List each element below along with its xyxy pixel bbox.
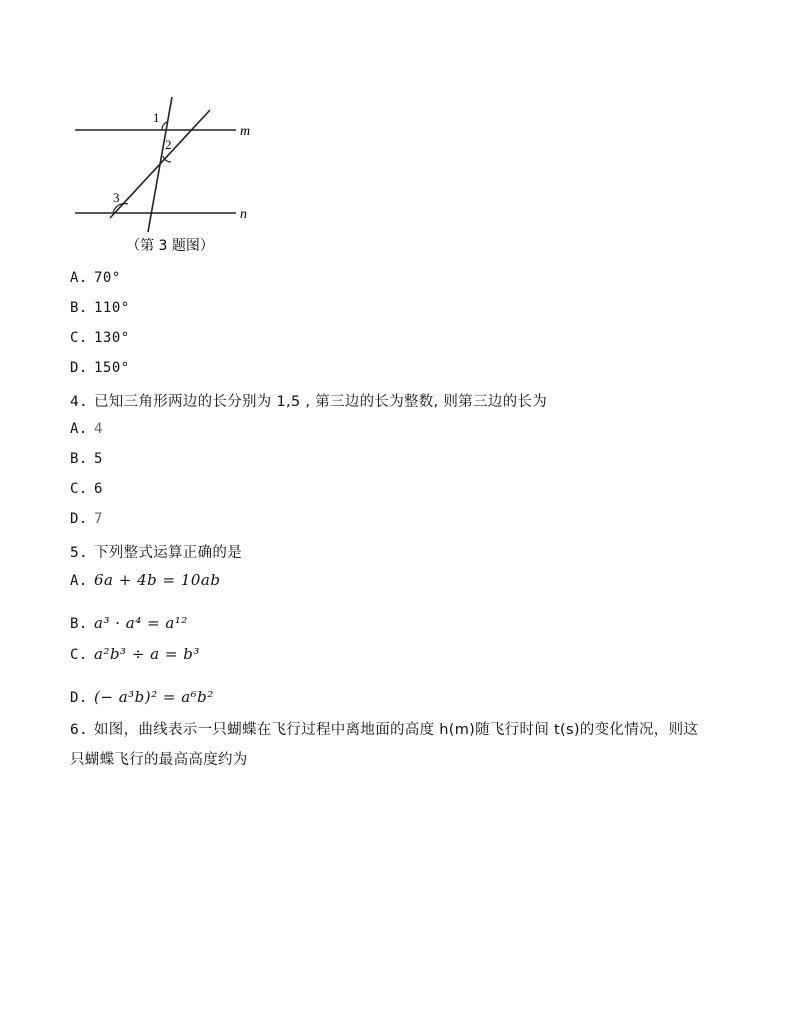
q4-stem	[70, 390, 547, 411]
q5-stem	[70, 541, 242, 562]
q4-option-c[interactable]	[70, 481, 103, 497]
q3-option-a[interactable]	[70, 270, 121, 286]
angle-1-label: 1	[153, 110, 160, 125]
line-n-label: n	[240, 207, 247, 222]
angle-2-label: 2	[165, 137, 172, 152]
q3-option-c[interactable]	[70, 330, 130, 346]
option-math: a²b³ ÷ a = b³	[94, 645, 200, 663]
q3-option-b[interactable]	[70, 300, 130, 316]
q5-option-d[interactable]	[70, 688, 214, 706]
question-number: 5.	[70, 545, 89, 561]
geometry-figure	[70, 92, 270, 262]
q3-option-d[interactable]	[70, 360, 130, 376]
q5-option-a[interactable]	[70, 571, 220, 589]
option-label: B.	[70, 616, 88, 632]
option-label: C.	[70, 647, 88, 663]
question-text: 下列整式运算正确的是	[94, 545, 242, 561]
option-label: A.	[70, 573, 88, 589]
option-text: 5	[94, 451, 103, 467]
q6-stem-line1	[70, 718, 698, 739]
q4-option-d[interactable]	[70, 511, 103, 527]
question-text: 已知三角形两边的长分别为 1,5 , 第三边的长为整数, 则第三边的长为	[94, 394, 548, 410]
option-text: 4	[94, 421, 103, 437]
transversal-b	[110, 110, 210, 218]
line-m-label: m	[240, 124, 251, 139]
option-label: D.	[70, 511, 88, 527]
option-label: B.	[70, 300, 88, 316]
q6-stem-line2	[70, 748, 248, 769]
option-text: 7	[94, 511, 103, 527]
q5-option-b[interactable]	[70, 614, 188, 632]
option-label: D.	[70, 690, 88, 706]
question-number: 4.	[70, 394, 89, 410]
question-text: 如图，曲线表示一只蝴蝶在飞行过程中离地面的高度 h(m)随飞行时间 t(s)的变化情况，则这	[94, 722, 699, 738]
angle-3-label: 3	[113, 190, 120, 205]
figure-caption: （第 3 题图）	[126, 238, 214, 254]
option-text: 6	[94, 481, 103, 497]
option-text: 70°	[94, 270, 121, 286]
option-label: D.	[70, 360, 88, 376]
question-text-continued: 只蝴蝶飞行的最高高度约为	[70, 752, 248, 768]
option-label: B.	[70, 451, 88, 467]
option-math: 6a + 4b = 10ab	[94, 571, 221, 589]
option-label: C.	[70, 330, 88, 346]
option-label: C.	[70, 481, 88, 497]
question-number: 6.	[70, 722, 89, 738]
option-math: a³ · a⁴ = a¹²	[94, 614, 188, 632]
option-text: 150°	[94, 360, 130, 376]
option-label: A.	[70, 421, 88, 437]
option-label: A.	[70, 270, 88, 286]
option-text: 110°	[94, 300, 130, 316]
parallel-lines-diagram	[70, 92, 270, 262]
q4-option-b[interactable]	[70, 451, 103, 467]
option-math: (− a³b)² = a⁶b²	[94, 688, 214, 706]
q5-option-c[interactable]	[70, 645, 200, 663]
q4-option-a[interactable]	[70, 421, 103, 437]
option-text: 130°	[94, 330, 130, 346]
